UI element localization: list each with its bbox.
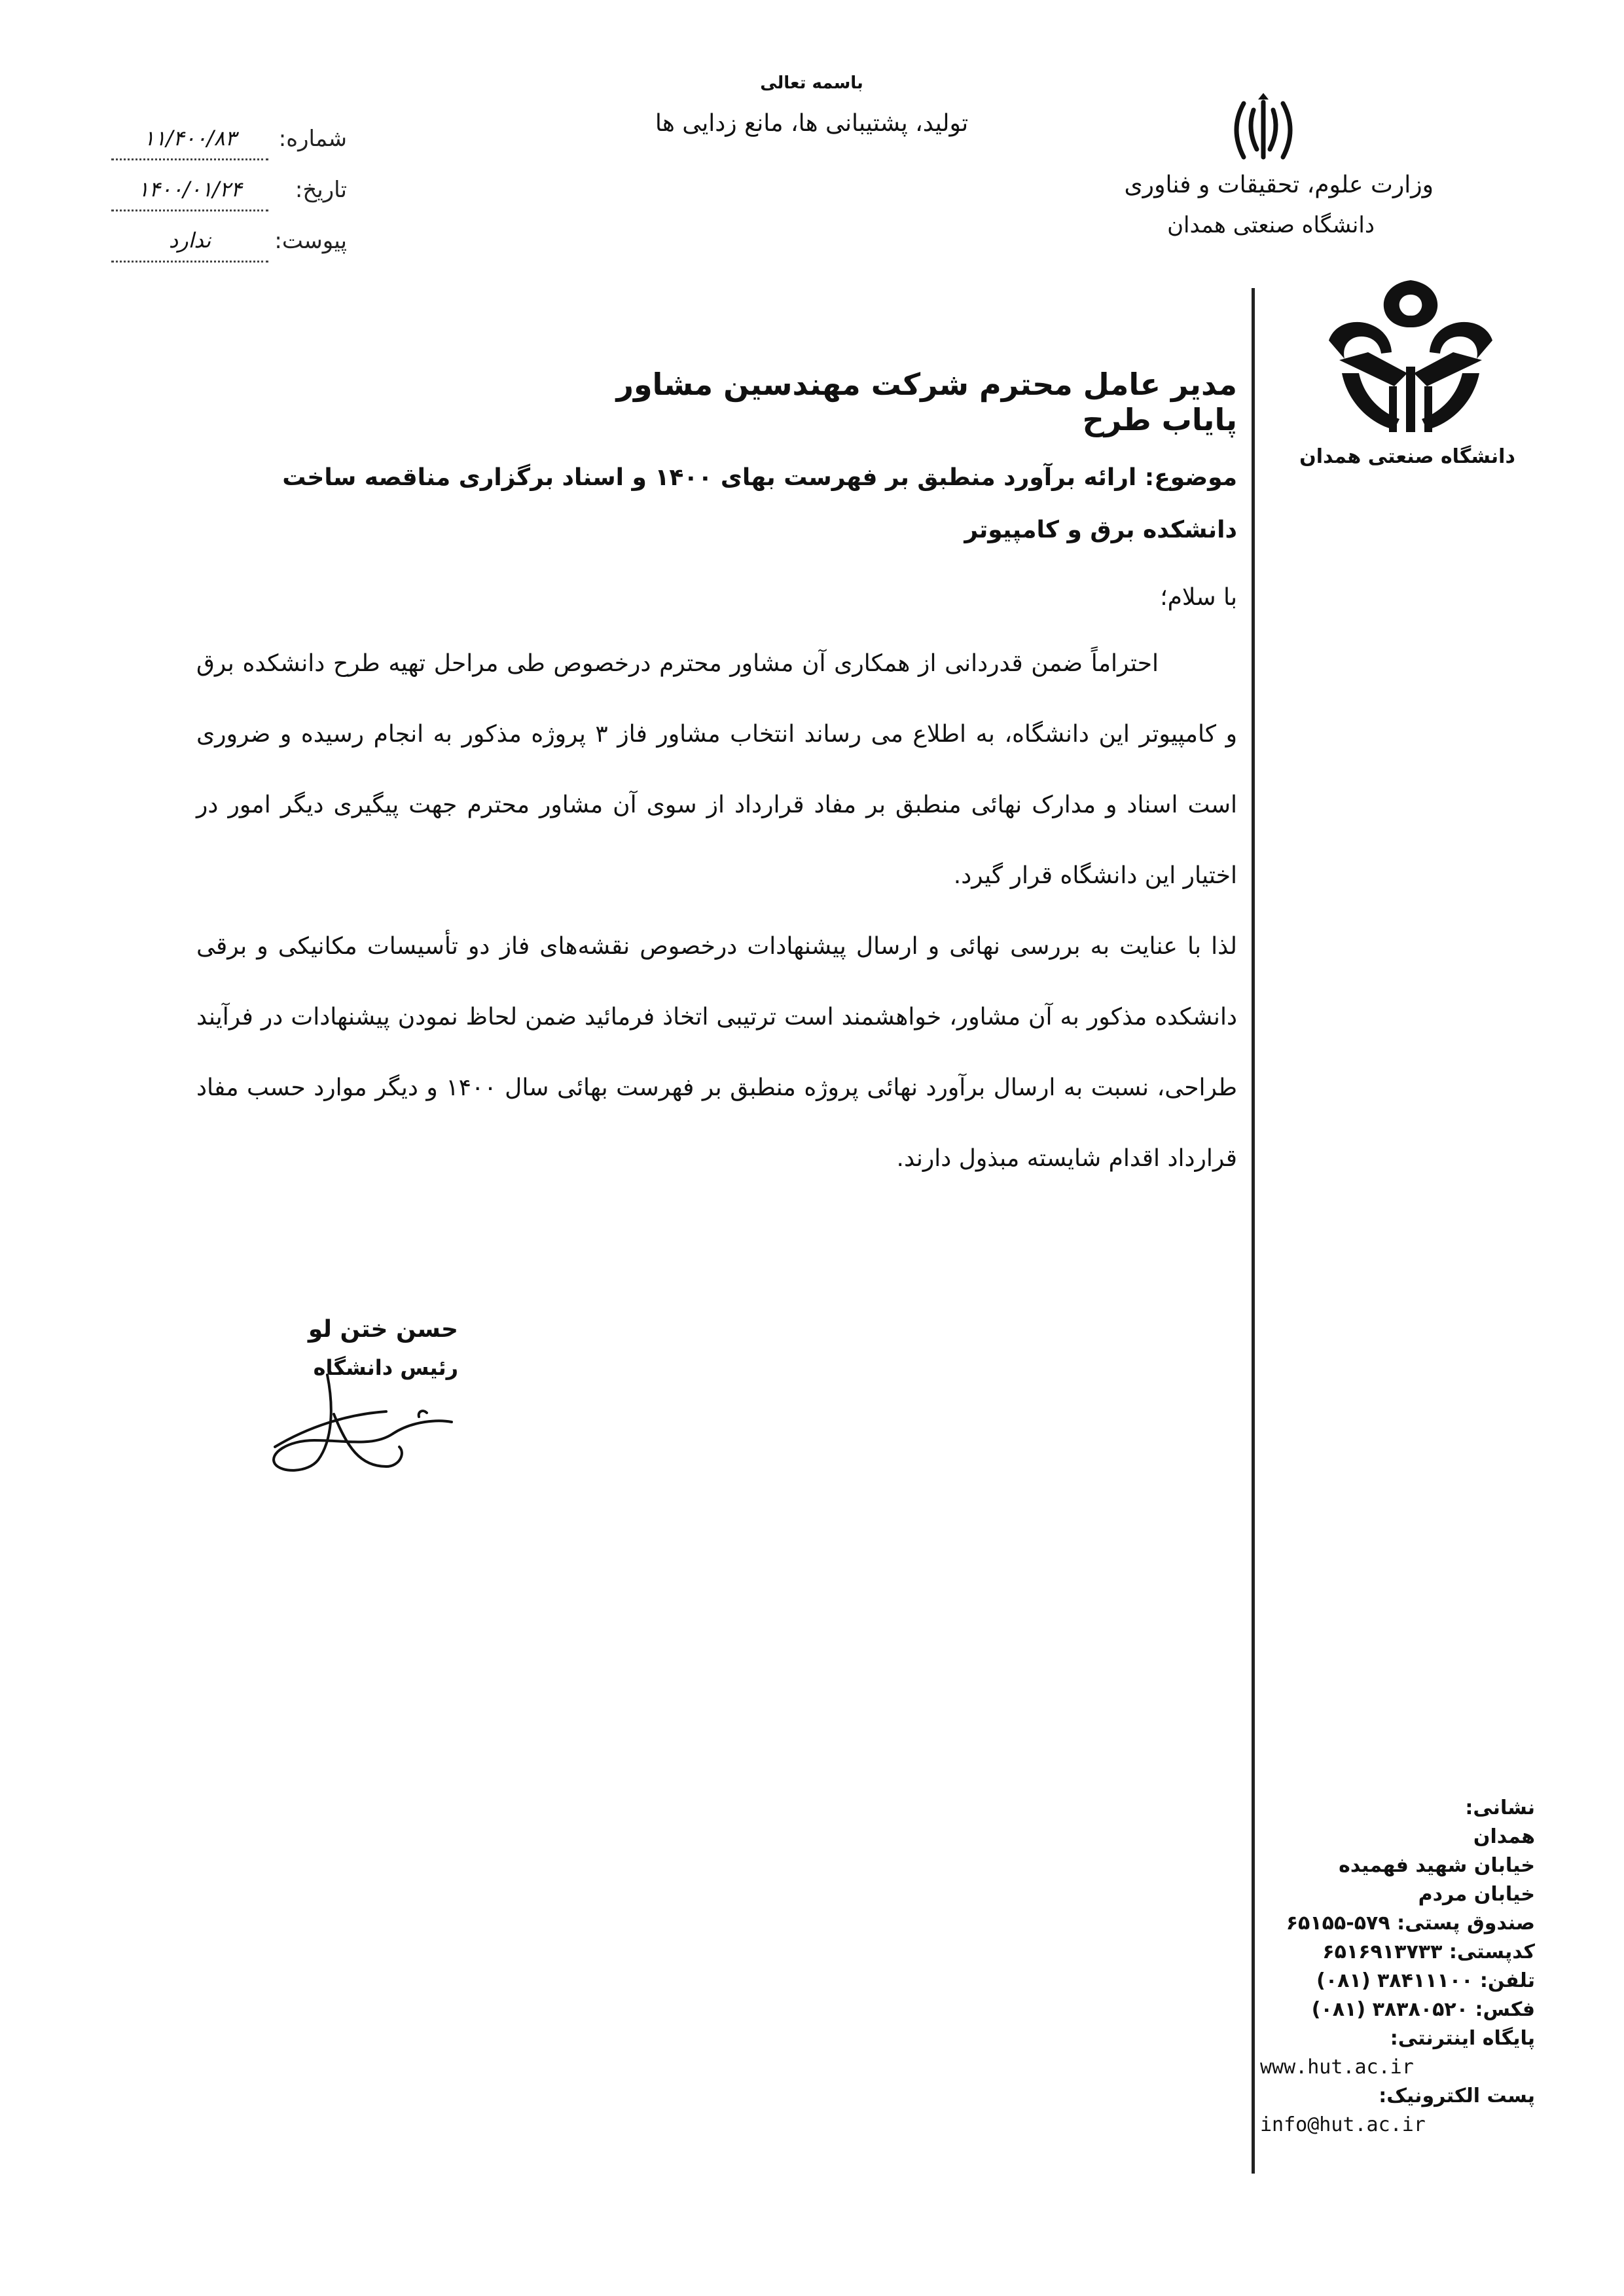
body-paragraph-1: احتراماً ضمن قدردانی از همکاری آن مشاور محترم درخصوص طی مراحل تهیه طرح دانشکده برق و کامپیوتر این دانشگاه، به اطلاع می رساند انتخاب مشاور فاز ۳ پروژه مذکور به انجام رسیده و ضروری است اسناد و مدارک نهائی منطبق بر مفاد قرارداد از سوی آن مشاور محترم جهت پیگیری دیگر امور در اختیار این دانشگاه قرار گیرد.	[196, 650, 1237, 889]
letter-number-value: ۱۱/۴۰۰/۸۳	[111, 126, 268, 160]
postal-code: کدپستی: ۶۵۱۶۹۱۳۷۳۳	[1322, 1941, 1535, 1963]
iran-emblem-icon	[1224, 90, 1303, 169]
greeting: با سلام؛	[1160, 584, 1237, 611]
handwritten-signature-icon	[255, 1349, 465, 1506]
address-street-1: خیابان شهید فهمیده	[1339, 1854, 1535, 1877]
logo-caption: دانشگاه صنعتی همدان	[1299, 445, 1515, 468]
basmala: باسمه تعالی	[760, 73, 863, 93]
signer-name: حسن ختن لو	[308, 1316, 458, 1343]
letter-date-label: تاریخ:	[295, 177, 347, 203]
po-box: صندوق پستی: ۵۷۹-۶۵۱۵۵	[1286, 1912, 1535, 1935]
university-logo-icon	[1316, 275, 1506, 445]
attachment-label: پیوست:	[274, 228, 347, 254]
email-link[interactable]: info@hut.ac.ir	[1260, 2113, 1426, 2136]
letter-date-field	[85, 177, 347, 216]
ministry-name: وزارت علوم، تحقیقات و فناوری	[1124, 172, 1434, 198]
website-label: پایگاه اینترنتی:	[1390, 2027, 1535, 2050]
margin-divider	[1252, 288, 1255, 2174]
address-city: همدان	[1473, 1825, 1535, 1848]
email-label: پست الکترونیک:	[1379, 2085, 1535, 2107]
subject-line: موضوع: ارائه برآورد منطبق بر فهرست بهای ۱۴۰۰ و اسناد برگزاری مناقصه ساخت دانشکده برق و کامپیوتر	[282, 464, 1237, 543]
website-link[interactable]: www.hut.ac.ir	[1260, 2056, 1414, 2079]
letter-number-label: شماره:	[278, 126, 347, 152]
contact-block	[1260, 1794, 1535, 2140]
address-street-2: خیابان مردم	[1418, 1883, 1535, 1906]
letter-number-field	[85, 126, 347, 165]
recipient-line: مدیر عامل محترم شرکت مهندسین مشاور پایاب طرح	[616, 367, 1237, 437]
attachment-value: ندارد	[111, 228, 268, 263]
letter-body	[196, 629, 1237, 1194]
year-slogan: تولید، پشتیبانی ها، مانع زدایی ها	[655, 110, 969, 137]
address-label: نشانی:	[1465, 1796, 1535, 1819]
fax-number: فکس: ۳۸۳۸۰۵۲۰ (۰۸۱)	[1311, 1998, 1535, 2021]
letter-date-value: ۱۴۰۰/۰۱/۲۴	[111, 177, 268, 211]
phone-number: تلفن: ۳۸۴۱۱۱۰۰ (۰۸۱)	[1316, 1969, 1535, 1992]
university-name: دانشگاه صنعتی همدان	[1167, 212, 1375, 238]
body-paragraph-2: لذا با عنایت به بررسی نهائی و ارسال پیشنهادات درخصوص نقشه‌های فاز دو تأسیسات مکانیکی و برقی دانشکده مذکور به آن مشاور، خواهشمند است ترتیبی اتخاذ فرمائید ضمن لحاظ نمودن پیشنهادات در فرآیند طراحی، نسبت به ارسال برآورد نهائی پروژه منطبق بر فهرست بهائی سال ۱۴۰۰ و دیگر موارد حسب مفاد قرارداد اقدام شایسته مبذول دارند.	[196, 933, 1237, 1172]
signer-title: رئیس دانشگاه	[313, 1355, 458, 1380]
attachment-field	[85, 228, 347, 267]
